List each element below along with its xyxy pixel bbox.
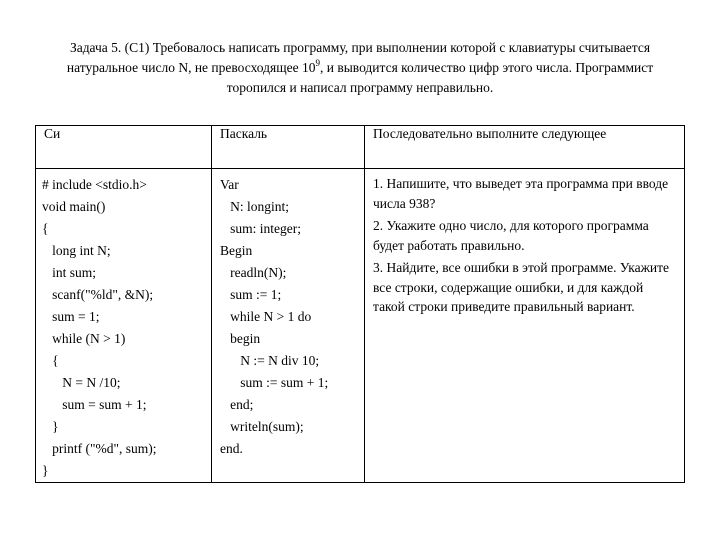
pascal-line: sum := 1;	[220, 287, 282, 302]
c-line: N = N /10;	[42, 375, 121, 390]
task-item: 1. Напишите, что выведет эта программа при вводе числа 938?	[373, 176, 669, 211]
pascal-line: begin	[220, 331, 261, 346]
pascal-line: readln(N);	[220, 265, 287, 280]
c-line: {	[42, 221, 49, 236]
header-c-cell	[36, 126, 212, 169]
content-row	[36, 169, 685, 483]
pascal-code-cell	[212, 169, 365, 483]
tasks-cell	[365, 169, 685, 483]
pascal-line: end;	[220, 397, 254, 412]
c-line: }	[42, 419, 59, 434]
pascal-line: N: longint;	[220, 199, 290, 214]
c-line: long int N;	[42, 243, 111, 258]
code-table	[35, 125, 685, 483]
power-exponent: 9	[315, 57, 320, 68]
pascal-line: sum := sum + 1;	[220, 375, 329, 390]
task-text-part1: Задача 5. (С1) Требовалось написать программу, при выполнении которой с клавиатуры считывается натуральное число N, не превосходящее 10	[66, 40, 651, 75]
c-line: void main()	[42, 199, 106, 214]
pascal-line: writeln(sum);	[220, 419, 304, 434]
c-line: scanf("%ld", &N);	[42, 287, 154, 302]
header-tasks: Последовательно выполните следующее	[373, 126, 607, 141]
task-item: 3. Найдите, все ошибки в этой программе. Укажите все строки, содержащие ошибки, и для каждой такой строки приведите правильный вариант.	[373, 260, 670, 314]
task-text-part2: , и выводится количество цифр этого числа. Программист торопился и написал программу неправильно.	[226, 60, 654, 95]
pascal-line: Var	[220, 177, 239, 192]
pascal-line: Begin	[220, 243, 253, 258]
c-line: printf ("%d", sum);	[42, 441, 157, 456]
c-line: # include <stdio.h>	[42, 177, 147, 192]
c-code-cell	[36, 169, 212, 483]
pascal-line: while N > 1 do	[220, 309, 312, 324]
header-c: Си	[44, 126, 61, 141]
header-row	[36, 126, 685, 169]
pascal-code	[212, 169, 364, 460]
c-line: int sum;	[42, 265, 97, 280]
header-pascal: Паскаль	[220, 126, 268, 141]
pascal-line: N := N div 10;	[220, 353, 320, 368]
c-line: while (N > 1)	[42, 331, 126, 346]
task-statement	[58, 38, 662, 98]
c-line: sum = sum + 1;	[42, 397, 147, 412]
tasks-list	[365, 169, 684, 317]
c-line: sum = 1;	[42, 309, 100, 324]
header-tasks-cell	[365, 126, 685, 169]
c-code	[36, 169, 211, 482]
c-line: {	[42, 353, 59, 368]
header-pascal-cell	[212, 126, 365, 169]
pascal-line: sum: integer;	[220, 221, 301, 236]
pascal-line: end.	[220, 441, 243, 456]
c-line: }	[42, 463, 49, 478]
task-item: 2. Укажите одно число, для которого программа будет работать правильно.	[373, 218, 649, 253]
